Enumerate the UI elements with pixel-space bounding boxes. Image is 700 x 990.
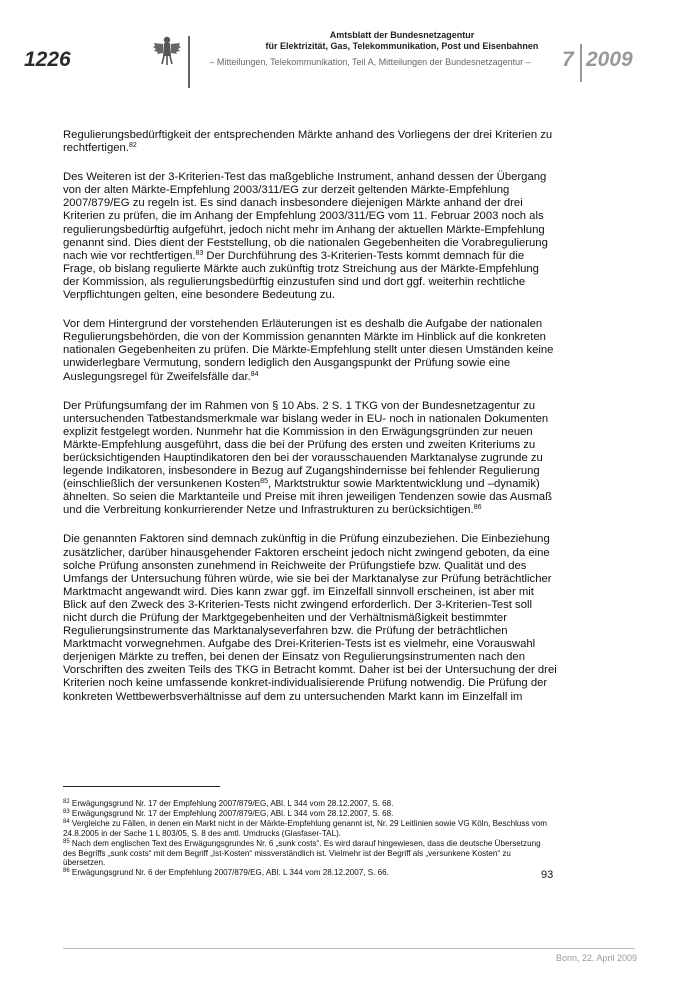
paragraph-2: Des Weiteren ist der 3-Kriterien-Test das maßgebliche Instrument, anhand dessen der Übergang von der alten Märkte-Empfehlung 2003/311/EG zur derzeit geltenden Märkte-Empfehlung 2007/879/EG zu regeln ist. Es sind danach insbesondere diejenigen Märkte anhand der drei Kriterien zu prüfen, die im Anhang der Empfehlung 2003/311/EG vom 11. Februar 2003 noch als regulierungsbedürftig aufgeführt, jedoch nicht mehr im Anhang der aktuellen Märkte-Empfehlung genannt sind. Dies dient der Feststellung, ob die nationalen Gegebenheiten die Vorabregulierung nach wie vor rechtfertigen.$^{83}$ Der Durchführung des 3-Kriterien-Tests kommt demnach für die Frage, ob bislang regulierte Märkte auch zukünftig trotz Streichung aus der Märkte-Empfehlung der Kommission, als regulierungsbedürftig einzustufen sind und dort ggf. weiterhin rechtliche Verpflichtungen gelten, eine besondere Bedeutung zu. — [63, 171, 548, 302]
footer-divider — [63, 948, 635, 949]
paragraph-3: Vor dem Hintergrund der vorstehenden Erläuterungen ist es deshalb die Aufgabe der nationalen Regulierungsbehörden, die von der Kommission genannten Märkte im Hinblick auf die konkreten nationalen Gegebenheiten zu prüfen. Die Märkte-Empfehlung stellt unter diesen Umständen keine unwiderlegbare Vermutung, sondern lediglich den Ausgangspunkt der Prüfung sowie eine Auslegungsregel für Zweifelsfälle dar.$^{84}$ — [63, 318, 554, 383]
paragraph-1: Regulierungsbedürftigkeit der entsprechenden Märkte anhand des Vorliegens der drei Kriterien zu rechtfertigen.$^{82}$ — [63, 129, 553, 155]
footnote: $^{86}$ Erwägungsgrund Nr. 6 der Empfehlung 2007/879/EG, ABl. L 344 vom 28.12.2007, S. 66. — [63, 868, 389, 878]
footnote-ref: 82 — [128, 142, 137, 150]
page-number: 93 — [541, 869, 554, 881]
footnote: $^{84}$ Vergleiche zu Fällen, in denen ein Markt nicht in der Märkte-Empfehlung genannt ist, Nr. 29 Leitlinien sowie VG Köln, Beschluss vom 24.8.2005 in der Sache 1 L 803/05, S. 8 des amtl. Umdrucks (Glasfaser-TAL). — [63, 818, 548, 838]
issue-number: 7 — [562, 48, 574, 71]
paragraph-4: Der Prüfungsumfang der im Rahmen von § 10 Abs. 2 S. 1 TKG von der Bundesnetzagentur zu untersuchenden Tatbestandsmerkmale war bislang weder in EU- noch in nationalen Dokumenten explizit festgelegt worden. Nunmehr hat die Kommission in den Erwägungsgründen zur neuen Märkte-Empfehlung ausgeführt, dass die bei der Prüfung des ersten und zweiten Kriteriums zu berücksichtigenden Hauptindikatoren den bei der vorausschauenden Marktanalyse zugrunde zu legende Indikatoren, insbesondere in Bezug auf Zugangshindernisse bei fehlender Regulierung (einschließlich der versunkenen Kosten$^{85}$, Marktstruktur sowie Marktentwicklung und –dynamik) ähnelten. So seien die Marktanteile und Preise mit ihren jeweiligen Tendenzen sowie das Ausmaß und die Verbreitung konkurrierender Netze und Infrastrukturen zu berücksichtigen.$^{86}$ — [63, 399, 552, 517]
footnote: $^{85}$ Nach dem englischen Text des Erwägungsgrundes Nr. 6 „sunk costs“. Es wird darauf hingewiesen, dass die deutsche Übersetzung des Begriffs „sunk costs“ mit dem Begriff „Ist-Kosten“ missverständlich ist. Vielmehr ist der Begriff als „versunkene Kosten“ zu übersetzen. — [63, 838, 541, 868]
footnote-ref: 84 — [250, 370, 259, 378]
footnote-ref: 85 — [260, 478, 268, 486]
header-page-number: 1226 — [24, 48, 71, 71]
footnote-ref: 83 — [195, 249, 204, 257]
header-divider — [188, 36, 190, 88]
header-subtitle: – Mitteilungen, Telekommunikation, Teil A, Mitteilungen der Bundesnetzagentur – — [209, 57, 531, 67]
footnotes — [63, 799, 553, 878]
main-text — [63, 129, 557, 720]
footer-date: Bonn, 22. April 2009 — [556, 953, 638, 963]
federal-eagle-icon — [152, 34, 182, 68]
footnote-divider — [63, 786, 220, 787]
header-title — [196, 30, 608, 52]
header-title-line2: für Elektrizität, Gas, Telekommunikation, Post und Eisenbahnen — [265, 41, 539, 51]
footnote-ref: 86 — [473, 504, 482, 512]
header-title-line1: Amtsblatt der Bundesnetzagentur — [329, 30, 475, 40]
issue-year: 2009 — [586, 48, 633, 71]
footnote: $^{82}$ Erwägungsgrund Nr. 17 der Empfehlung 2007/879/EG, ABl. L 344 vom 28.12.2007, S. 68. — [63, 799, 394, 808]
issue-divider — [580, 44, 582, 82]
paragraph-5: Die genannten Faktoren sind demnach zukünftig in die Prüfung einzubeziehen. Die Einbeziehung zusätzlicher, darüber hinausgehender Faktoren erscheint jedoch nicht zwingend geboten, da eine solche Prüfung ansonsten zunehmend in Reichweite der Prüfungstiefe bzw. Qualität und des Umfangs der Untersuchung führen würde, wie sie bei der Marktanalyse zur Prüfung beträchtlicher Marktmacht angewandt wird. Dies kann zwar ggf. im Einzelfall sinnvoll erscheinen, ist aber mit Blick auf den Zweck des 3-Kriterien-Tests nicht zwingend erforderlich. Der 3-Kriterien-Test soll nicht durch die Prüfung der Marktgegebenheiten und der Verhältnismäßigkeit bestimmter Regulierungsinstrumente das Marktanalyseverfahren bzw. die Prüfung der beträchtlichen Marktmacht vorwegnehmen. Aufgabe des Drei-Kriterien-Tests ist es vielmehr, eine Vorauswahl derjenigen Märkte zu treffen, bei denen der Einsatz von Regulierungsinstrumenten nach den Vorschriften des zweiten Teils des TKG in Betracht kommt. Daher ist bei der Untersuchung der drei Kriterien noch keine umfassende konkret-individualisierende Prüfung notwendig. Die Prüfung der konkreten Wettbewerbsverhältnisse auf dem zu untersuchenden Markt kann im Einzelfall im — [63, 533, 557, 703]
footnote: $^{83}$ Erwägungsgrund Nr. 17 der Empfehlung 2007/879/EG, ABl. L 344 vom 28.12.2007, S. 68. — [63, 808, 394, 818]
